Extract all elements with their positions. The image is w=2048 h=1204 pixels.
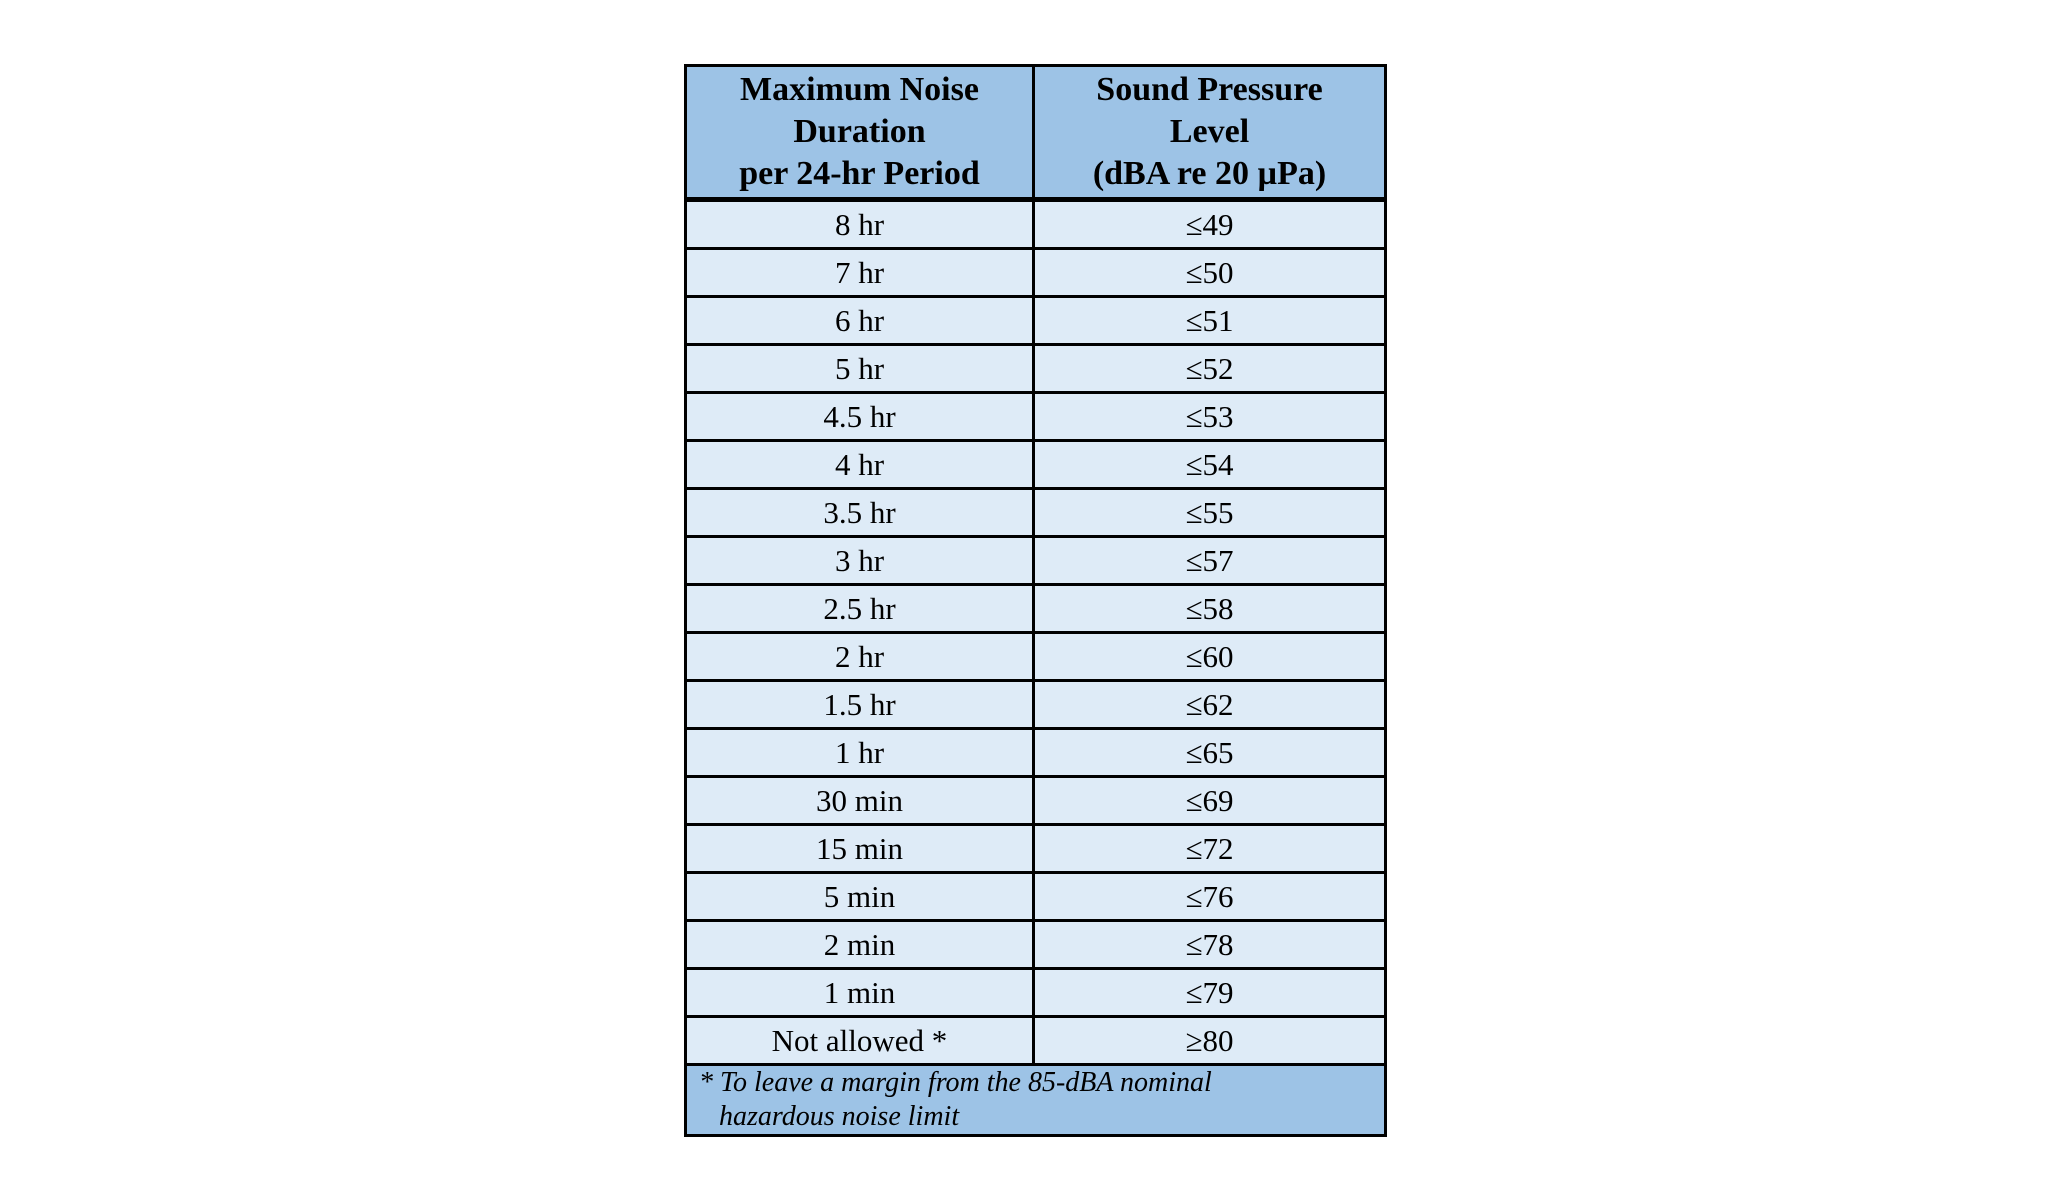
level-cell: ≤65 [1034,729,1386,777]
level-cell: ≤76 [1034,873,1386,921]
footnote-line-2: hazardous noise limit [719,1101,960,1132]
header-line: Sound Pressure [1096,71,1323,108]
table-row [686,249,1386,297]
level-cell: ≤60 [1034,633,1386,681]
level-cell: ≥80 [1034,1017,1386,1065]
table-row [686,297,1386,345]
duration-cell: 4.5 hr [686,393,1034,441]
level-cell: ≤49 [1034,200,1386,249]
table-body [686,200,1386,1136]
level-cell: ≤57 [1034,537,1386,585]
duration-cell: 2 hr [686,633,1034,681]
footnote-cell [686,1065,1386,1136]
duration-cell: Not allowed * [686,1017,1034,1065]
level-cell: ≤79 [1034,969,1386,1017]
level-cell: ≤55 [1034,489,1386,537]
level-cell: ≤53 [1034,393,1386,441]
duration-cell: 5 min [686,873,1034,921]
table-row [686,921,1386,969]
level-cell: ≤62 [1034,681,1386,729]
header-sound-pressure-level [1034,66,1386,200]
duration-cell: 30 min [686,777,1034,825]
footnote-line-1: * To leave a margin from the 85-dBA nominal [699,1067,1212,1098]
level-cell: ≤52 [1034,345,1386,393]
table-row [686,777,1386,825]
table-row [686,681,1386,729]
header-line: per 24-hr Period [739,155,980,192]
header-line: Maximum Noise [740,71,979,108]
table-row [686,537,1386,585]
table-row [686,633,1386,681]
duration-cell: 2.5 hr [686,585,1034,633]
footnote-row [686,1065,1386,1136]
duration-cell: 15 min [686,825,1034,873]
duration-cell: 4 hr [686,441,1034,489]
duration-cell: 3.5 hr [686,489,1034,537]
duration-cell: 7 hr [686,249,1034,297]
table-row [686,825,1386,873]
table-row [686,345,1386,393]
level-cell: ≤69 [1034,777,1386,825]
duration-cell: 8 hr [686,200,1034,249]
level-cell: ≤58 [1034,585,1386,633]
duration-cell: 1.5 hr [686,681,1034,729]
table-row [686,393,1386,441]
level-cell: ≤54 [1034,441,1386,489]
duration-cell: 3 hr [686,537,1034,585]
header-max-noise-duration [686,66,1034,200]
duration-cell: 5 hr [686,345,1034,393]
table-row [686,729,1386,777]
table-row [686,585,1386,633]
table-row [686,1017,1386,1065]
level-cell: ≤78 [1034,921,1386,969]
table-row [686,200,1386,249]
level-cell: ≤50 [1034,249,1386,297]
table-row [686,489,1386,537]
table-row [686,441,1386,489]
duration-cell: 2 min [686,921,1034,969]
table-row [686,969,1386,1017]
duration-cell: 1 hr [686,729,1034,777]
level-cell: ≤51 [1034,297,1386,345]
duration-cell: 6 hr [686,297,1034,345]
header-line: Level [1169,113,1250,150]
table-header-row [686,66,1386,200]
duration-cell: 1 min [686,969,1034,1017]
level-cell: ≤72 [1034,825,1386,873]
noise-duration-table-container [684,64,1384,1137]
header-line: (dBA re 20 µPa) [1092,155,1327,192]
header-line: Duration [793,113,926,150]
noise-duration-table [684,64,1387,1137]
table-row [686,873,1386,921]
